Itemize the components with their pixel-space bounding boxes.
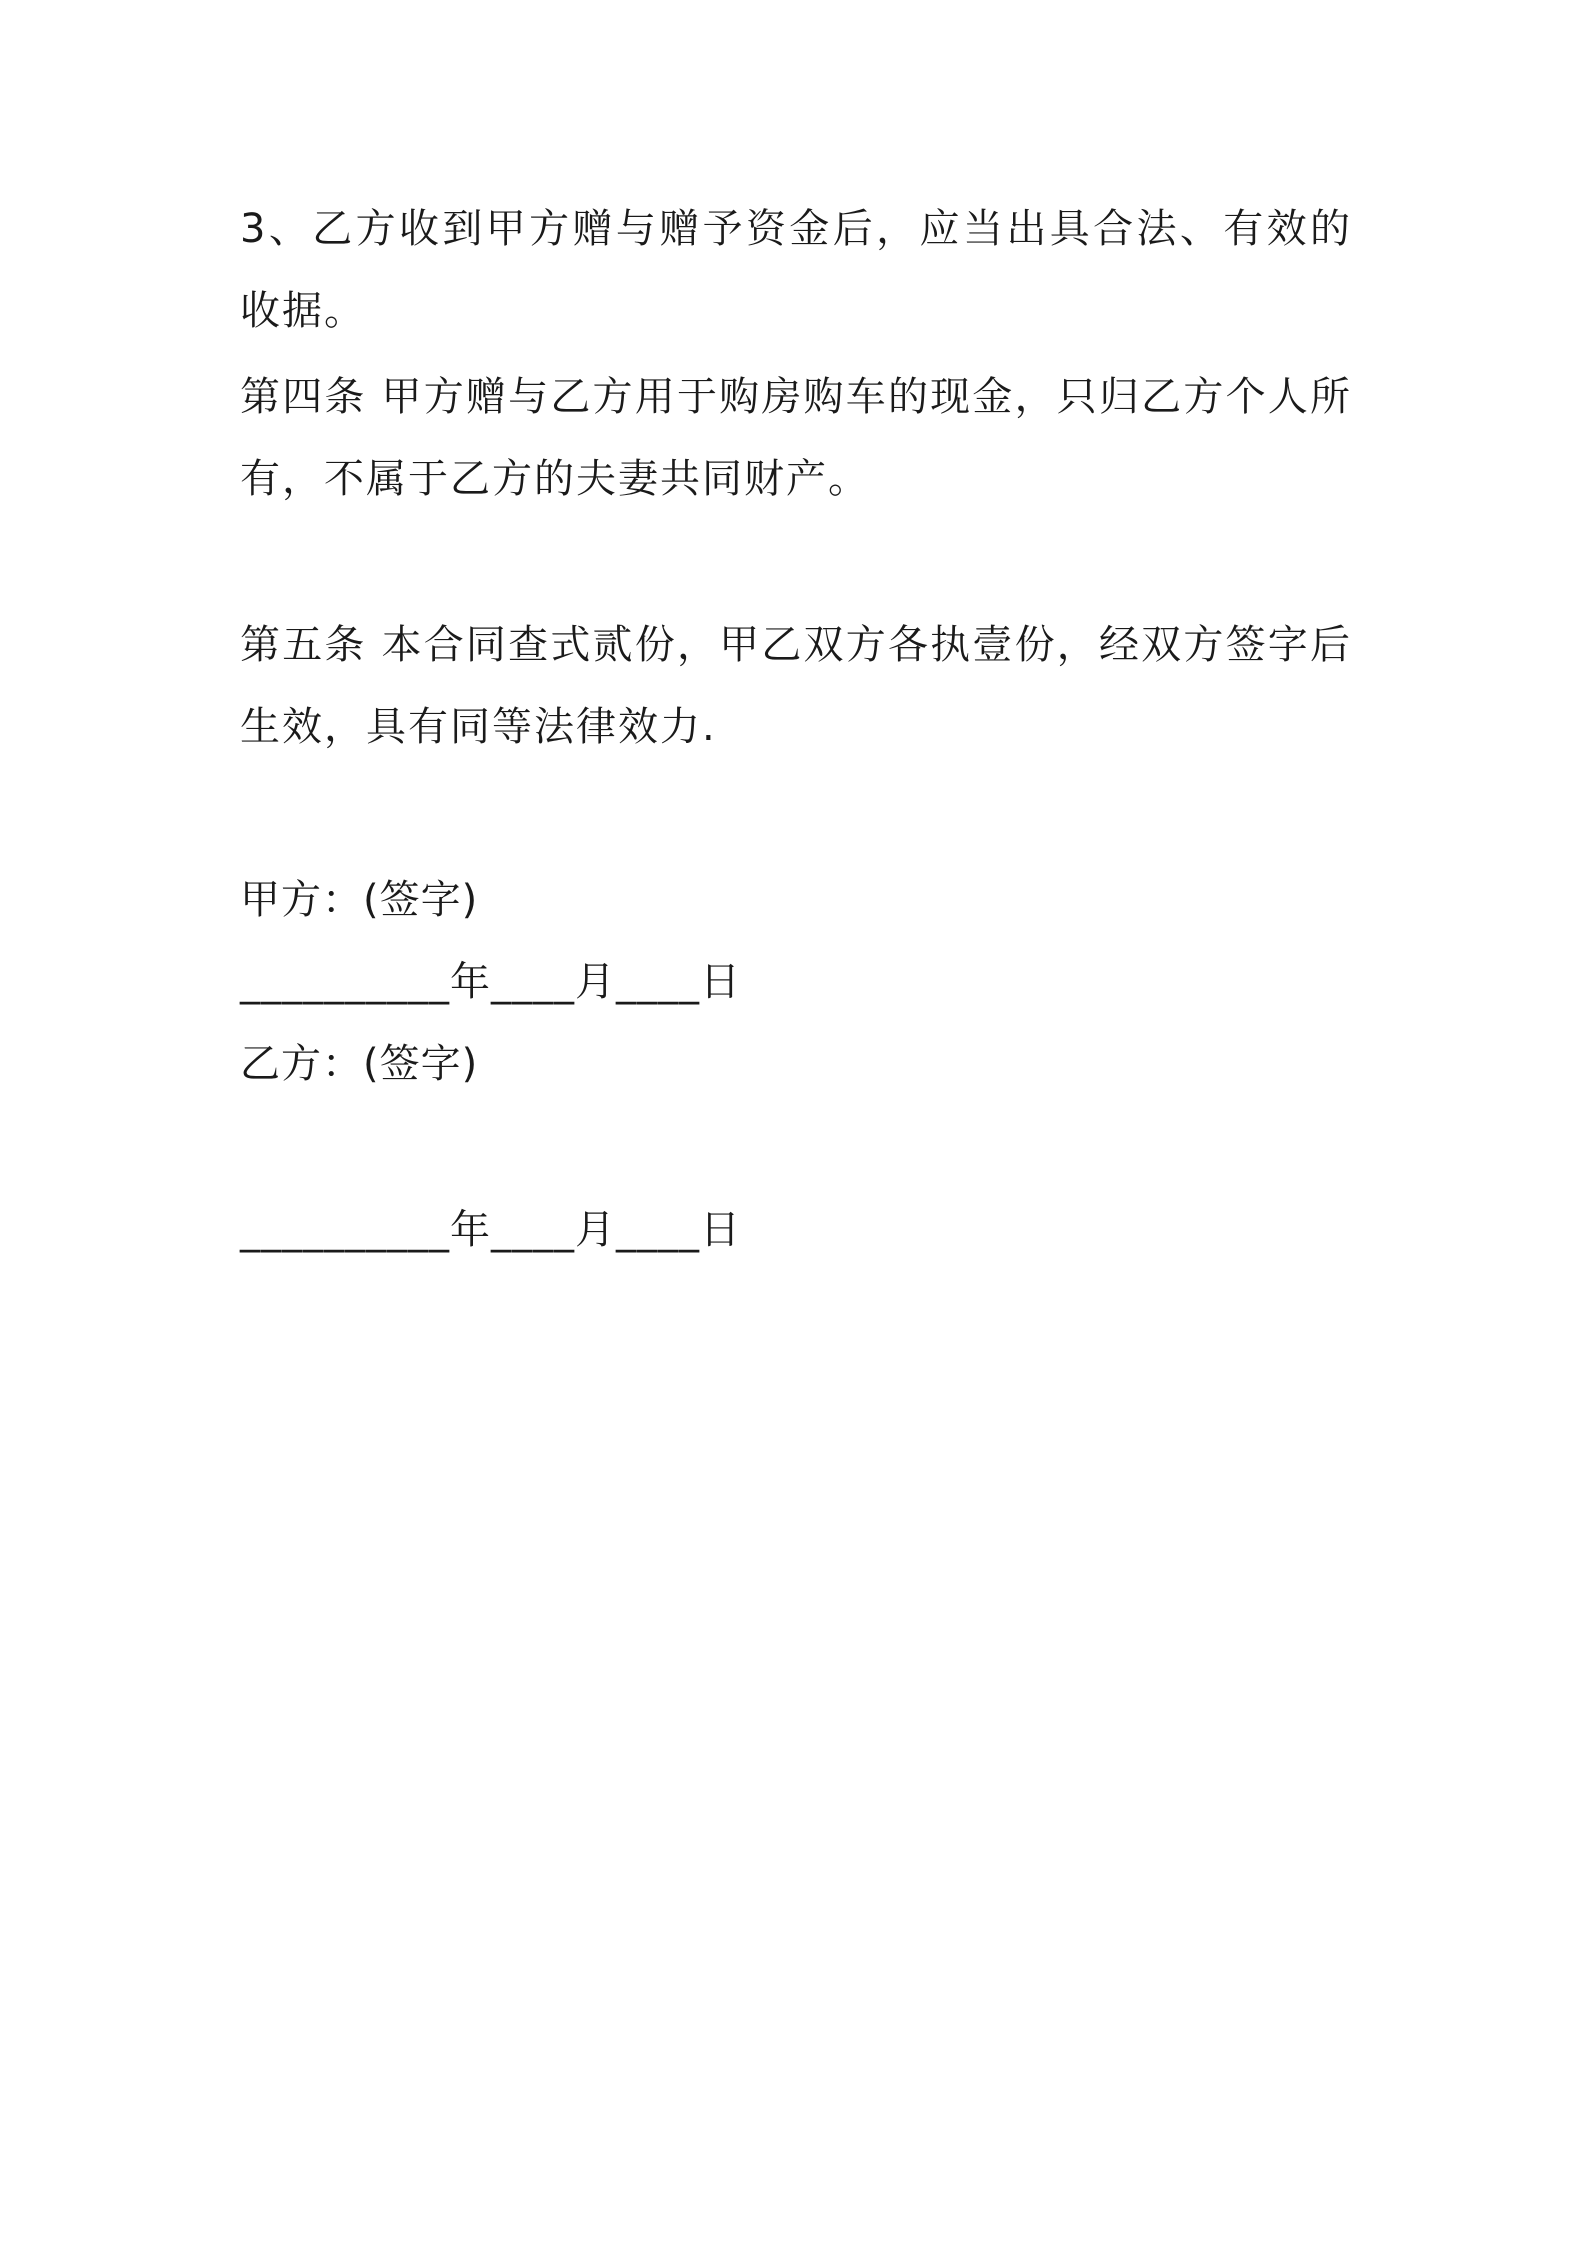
party-b-date-line: __________年____月____日 [240,1207,741,1253]
clause-3-paragraph: 3、乙方收到甲方赠与赠予资金后，应当出具合法、有效的收据。 [240,206,1352,334]
article-5-paragraph: 第五条 本合同查式贰份，甲乙双方各执壹份，经双方签字后生效，具有同等法律效力. [240,622,1352,750]
article-4-paragraph: 第四条 甲方赠与乙方用于购房购车的现金，只归乙方个人所有，不属于乙方的夫妻共同财产。 [240,374,1352,502]
party-a-date-line: __________年____月____日 [240,959,741,1005]
party-a-signature-label: 甲方：(签字) [240,877,479,923]
party-b-signature-label: 乙方：(签字) [240,1041,479,1087]
